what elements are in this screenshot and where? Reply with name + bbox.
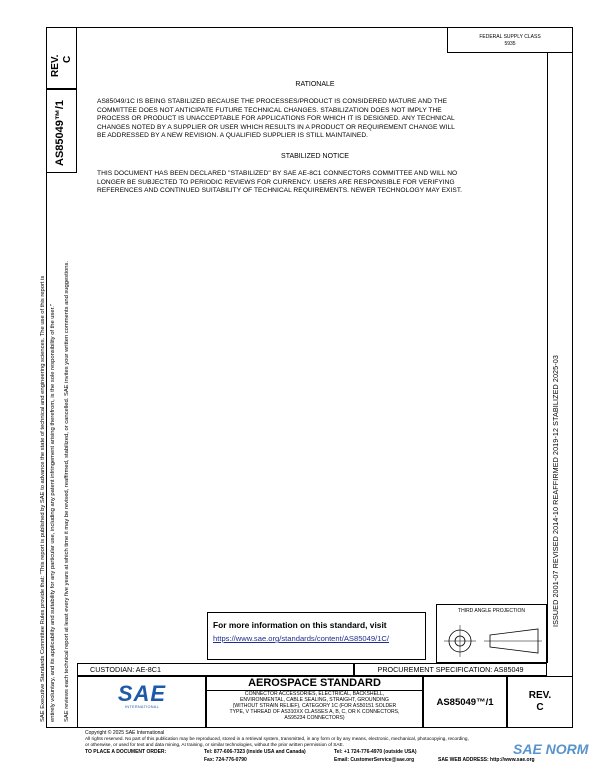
info-box-link[interactable]: https://www.sae.org/standards/content/AS85049/1C/ <box>213 634 390 643</box>
title-block-rev-value: C <box>536 702 544 713</box>
footer-email: Email: CustomerService@sae.org <box>334 757 415 763</box>
footer-tel-us: Tel: 877-606-7323 (inside USA and Canada) <box>204 749 306 755</box>
spine-rev-label: REV. <box>50 54 61 77</box>
rationale-text <box>97 98 542 141</box>
federal-supply-class-value: 5935 <box>504 41 516 47</box>
info-box-text: For more information on this standard, visit <box>213 620 387 630</box>
document-dates: ISSUED 2001-07 REVISED 2014-10 REAFFIRMED 2019-12 STABILIZED 2025-03 <box>551 355 560 627</box>
title-block-doc-number: AS85049™/1 <box>436 697 494 708</box>
footer-rights-line-1: All rights reserved. No part of this publication may be reproduced, stored in a retrieval system, transmitted, in any form or by any means, electronic, mechanical, photocopying, recording, <box>85 736 469 741</box>
spine-doc-number: AS85049™/1 <box>54 99 66 166</box>
footer-rights-line-2: or otherwise, or used for text and data mining, AI training, or similar technologies, without the prior written permission of SAE. <box>85 742 344 747</box>
description-line: (WITHOUT STRAIN RELIEF), CATEGORY 1C (FOR AS50151 SOLDER <box>232 703 397 709</box>
footer-fax: Fax: 724-776-0790 <box>204 757 247 763</box>
stabilized-line: THIS DOCUMENT HAS BEEN DECLARED "STABILIZED" BY SAE AE-8C1 CONNECTORS COMMITTEE AND WILL NO <box>97 170 458 177</box>
stabilized-notice-text <box>97 170 542 196</box>
rationale-heading: RATIONALE <box>295 81 335 88</box>
spine-rev-value: C <box>62 55 73 63</box>
rationale-line: AS85049/1C IS BEING STABILIZED BECAUSE THE PROCESSES/PRODUCT IS CONSIDERED MATURE AND THE <box>97 98 448 105</box>
legal-notice-line-1: SAE Executive Standards Committee Rules provide that: "This report is published by SAE to advance the state of technical and engineering sciences. The use of this report is <box>40 275 46 722</box>
footer-web-address[interactable]: SAE WEB ADDRESS: http://www.sae.org <box>438 757 535 763</box>
stabilized-notice-heading: STABILIZED NOTICE <box>281 153 349 160</box>
custodian: CUSTODIAN: AE-8C1 <box>90 665 161 674</box>
federal-supply-class-label: FEDERAL SUPPLY CLASS <box>479 34 541 40</box>
stabilized-line: LONGER BE SUBJECTED TO PERIODIC REVIEWS FOR CURRENCY. USERS ARE RESPONSIBLE FOR VERIFYING <box>97 178 455 186</box>
rationale-line: COMMITTEE DOES NOT ANTICIPATE FUTURE TECHNICAL CHANGES. STABILIZATION DOES NOT IMPLY THE <box>97 106 442 114</box>
footer-tel-intl: Tel: +1 724-776-4970 (outside USA) <box>334 749 417 755</box>
footer-order-label: TO PLACE A DOCUMENT ORDER: <box>85 749 167 755</box>
sae-logo-subtext: INTERNATIONAL <box>125 705 159 709</box>
rationale-line: BE ADDRESSED BY A NEW REVISION. A QUALIFIED SUPPLIER IS STILL MAINTAINED. <box>97 132 369 140</box>
sae-norm-watermark: SAE NORM <box>513 741 589 757</box>
rationale-line: CHANGES NOTED BY A SUPPLIER OR USER WHICH RESULTS IN A PRODUCT OR REQUIREMENT CHANGE WILL <box>97 123 455 131</box>
right-margin-divider <box>547 53 548 663</box>
projection-label: THIRD ANGLE PROJECTION <box>458 608 525 614</box>
stabilized-line: REFERENCES AND CONTINUED SUITABILITY OF TECHNICAL REQUIREMENTS. NEWER TECHNOLOGY MAY EXIST. <box>97 187 463 195</box>
federal-supply-class-box <box>447 27 573 53</box>
description-line: AS95234 CONNECTORS) <box>284 715 345 721</box>
legal-notice-line-3: SAE reviews each technical report at least every five years at which time it may be revised, reaffirmed, stabilized, or cancelled. SAE invites your written comments and suggestions. <box>64 261 70 722</box>
description-line: TYPE, V THREAD OF AS310XX CLASSES A, B, C, OR K CONNECTORS, <box>229 709 400 715</box>
title-block-rev-label: REV. <box>528 690 552 701</box>
description-line: CONNECTOR ACCESSORIES, ELECTRICAL, BACKSHELL, <box>244 691 385 697</box>
rationale-line: PROCESS OR PRODUCT IS UNACCEPTABLE FOR APPLICATIONS FOR WHICH IT IS DESIGNED. ANY TECHNICAL <box>97 115 455 123</box>
document-title: AEROSPACE STANDARD <box>248 677 381 689</box>
procurement-spec: PROCUREMENT SPECIFICATION: AS85049 <box>377 665 524 674</box>
document-description <box>206 691 423 721</box>
sae-logo-text: SAE <box>117 681 167 706</box>
third-angle-projection-symbol <box>440 618 544 660</box>
description-line: ENVIRONMENTAL, CABLE SEALING, STRAIGHT, GROUNDING <box>239 697 390 703</box>
legal-notice-line-2: entirely voluntary, and its applicability and suitability for any particular use, including any patent infringement arising therefrom, is the sole responsibility of the user." <box>50 304 56 722</box>
footer-copyright: Copyright © 2025 SAE International <box>85 730 165 736</box>
sae-logo <box>117 683 167 709</box>
